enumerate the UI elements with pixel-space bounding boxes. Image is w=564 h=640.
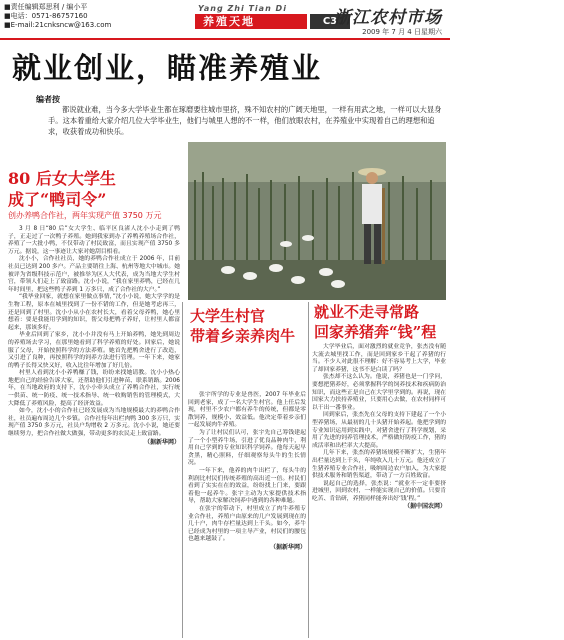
- column-divider: [182, 302, 183, 638]
- story1-paragraph: 村里人看到沈小小养鸭赚了钱，纷纷来找她请教。沈小小热心地把自己的经验告诉大家，还帮助他们引进种苗、联系销路。2006 年，在当地政府的支持下，沈小小牵头成立了养鸭合作社，实行统一供苗、统一防疫、统一技术指导、统一收购销售的管理模式，大大降低了养殖风险，提高了经济效益。: [8, 370, 180, 407]
- story1-headline-line2: 成了“鸭司令”: [8, 190, 107, 209]
- header-rule: [0, 38, 450, 40]
- story1-headline: [8, 168, 116, 210]
- email-line: ■E-mail:21cnksncw@163.com: [4, 21, 112, 29]
- story1-subtitle: 创办养鸭合作社，两年实现产值 3750 万元: [8, 211, 162, 220]
- story2-byline: （据新华网）: [269, 543, 306, 551]
- column-divider: [308, 302, 309, 638]
- editor-intro: 都说就业难，当今多大学毕业生都在琢磨要往城市里挤，殊不知农村的广阔天地里，一样有用武之地，一样可以大显身手。这本着重给大家介绍几位大学毕业生，他们与城里人想的不一样，他们放眼农村，在养殖业中实现着自己的理想和追求，收获着成功和快乐。: [48, 105, 442, 136]
- story3-paragraph: 回到家后，张杰先在父母的支持下建起了一个小型养猪场，从最初的几十头猪开始养起。他把学到的专业知识运用到实践中，对猪舍进行了科学规划，采用了先进的饲养管理技术，严格做好防疫工作，猪的成活率和出栏率大大提高。: [312, 412, 446, 449]
- section-rubric: [160, 4, 360, 30]
- story3-byline: （据中国农网）: [403, 503, 446, 511]
- story2-headline-line1: 大学生村官: [190, 307, 266, 325]
- editor-contact-info: [4, 3, 111, 30]
- story3-paragraph: 说起自己的选择，张杰说：“就业不一定非要挤进城里，回到农村，一样能实现自己的价值。只要肯吃苦、肯钻研，养猪同样能奔出好‘钱’程。”: [312, 480, 446, 502]
- story2-headline: [190, 306, 295, 346]
- photo-caption: 养鸭青年 宋剑锋 摄: [558, 434, 564, 504]
- story1-headline-line1: 80 后女大学生: [8, 169, 116, 188]
- story1-body: [8, 226, 180, 638]
- story3-headline-line2: 回家养猪奔“钱”程: [314, 323, 437, 341]
- rubric-title: 养殖天地: [195, 14, 307, 29]
- story2-paragraph: 张宇所学的专业是兽医，2007 年毕业后回到老家，成了一名大学生村官。他上任后发现，村里不少农户都有养牛的传统，但都是零散饲养，规模小、效益低。他决定带着乡亲们一起发展肉牛养殖。: [188, 392, 306, 429]
- phone-line: ■电话：0571-86757160: [4, 12, 88, 20]
- story3-body: [312, 344, 446, 638]
- page-code: C3: [310, 14, 350, 29]
- page-headline: 就业创业，瞄准养殖业: [12, 51, 323, 85]
- story3-paragraph: 张杰却不这么认为。他说，养猪也是一门学问，要想把猪养好，必须掌握科学的饲养技术和疾病防治知识，而这些正是自己在大学里学到的。再说，现在国家大力扶持养殖业，只要用心去做，在农村同样可以干出一番事业。: [312, 374, 446, 411]
- story2-paragraph: 为了让村民们认可，张宇先自己筹钱建起了一个小型养牛场，引进了优良品种肉牛，利用自己学到的专业知识科学饲养。他每天起早贪黑，精心照料，仔细观察每头牛的生长情况。: [188, 429, 306, 467]
- story3-headline: [314, 302, 436, 342]
- story3-headline-line1: 就业不走寻常路: [314, 303, 420, 321]
- story2-body: [188, 392, 306, 638]
- dateline: 2009 年 7 月 4 日星期六: [362, 28, 442, 36]
- duck-farmer-illustration: [188, 142, 446, 300]
- story2-headline-line2: 带着乡亲养肉牛: [190, 327, 296, 345]
- editor-note-label: 编者按: [36, 95, 60, 104]
- story2-paragraph: 在张宇的带动下，村里成立了肉牛养殖专业合作社，养殖户由原来的几户发展到现在的几十户，肉牛存栏量达到上千头。如今，养牛已经成为村里的一项主导产业，村民们的腰包也越来越鼓了。: [188, 505, 306, 543]
- story1-paragraph: 沈小小，合作社社员，她的养鸭合作社成立于 2006 年，目前社员已达到 200 多户。产品主要销往上海、杭州等地大中城市。她被评为省级科技示范户，被推举为区人大代表，成为当地大学生村官，带领人们走上了致富路。沈小小说，“我在家里养鸭，已经在几年时间里，把这些鸭子养到 1 万多只，成了合作社的大户。”: [8, 256, 180, 293]
- story1-byline: （据新华网）: [143, 438, 180, 446]
- story3-paragraph: 大学毕业后，面对激烈的就业竞争，张杰没有随大流去城里找工作，而是回到家乡干起了养猪的行当。不少人对此很不理解：好不容易考上大学，毕业了却回家养猪，这书不是白读了吗？: [312, 344, 446, 373]
- story3-paragraph: 几年下来，张杰的养猪场规模不断扩大，生猪年出栏量达到上千头，年纯收入几十万元。他还成立了生猪养殖专业合作社，吸纳周边农户加入，为大家提供技术服务和销售渠道，带动了一方百姓致富。: [312, 450, 446, 480]
- editor-line: ■责任编辑郑思利 / 编小平: [4, 3, 88, 11]
- story1-paragraph: 如今，沈小小的合作社已经发展成为当地规模最大的养鸭合作社，社员遍布周边几个乡镇。合作社每年出栏肉鸭 300 多万只，实现产值 3750 多万元，社员户均增收 2 万多元。沈小小说，她还要继续努力，把合作社做大做强，带动更多的农民走上致富路。: [8, 408, 180, 438]
- rubric-pinyin: Yang Zhi Tian Di: [198, 4, 287, 13]
- story1-paragraph: “我毕业回家，就想在家里做点事情，”沈小小说，她大学学的是生物工程，原本在城里找到了一份不错的工作，但是她考虑再三，还是回到了村里。沈小小从小在农村长大，看着父母养鸭，她心里想着：要是我能用学到的知识，帮父母把鸭子养好，让村里人都富起来，那该多好。: [8, 294, 180, 331]
- story2-paragraph: 一年下来，他养的肉牛出栏了，每头牛的利润比村民们传统养殖的高出近一倍。村民们看到了实实在在的效益，纷纷找上门来，要跟着他一起养牛。张宇主动为大家提供技术指导，帮助大家解决饲养中遇到的各种难题。: [188, 467, 306, 505]
- newspaper-masthead: 浙江农村市场: [334, 8, 442, 28]
- story1-paragraph: 毕业后回到了家乡，沈小小并没有马上开始养鸭，她先到周边的养殖场去学习，在那里她看到了科学养殖的好处。回家后，她说服了父母，开始按照科学的方法养殖。她首先把鸭舍进行了改造，又引进了良种，再按照科学的饲养方法进行管理。一年下来，她家的鸭子长得又快又好，收入比往年增加了好几倍。: [8, 332, 180, 369]
- story1-paragraph: 3 月 8 日“80 后”女大学生、临平区良渚人沈小小走到了鸭子，正走过了一次鸭子养殖。她到我家到办了养鸭养殖场合作社，养殖了一大批小鸭，不仅带动了村民致富，而且实现产值 3750 多万元。据说，这一事迹让大家对她刮目相看。: [8, 226, 180, 255]
